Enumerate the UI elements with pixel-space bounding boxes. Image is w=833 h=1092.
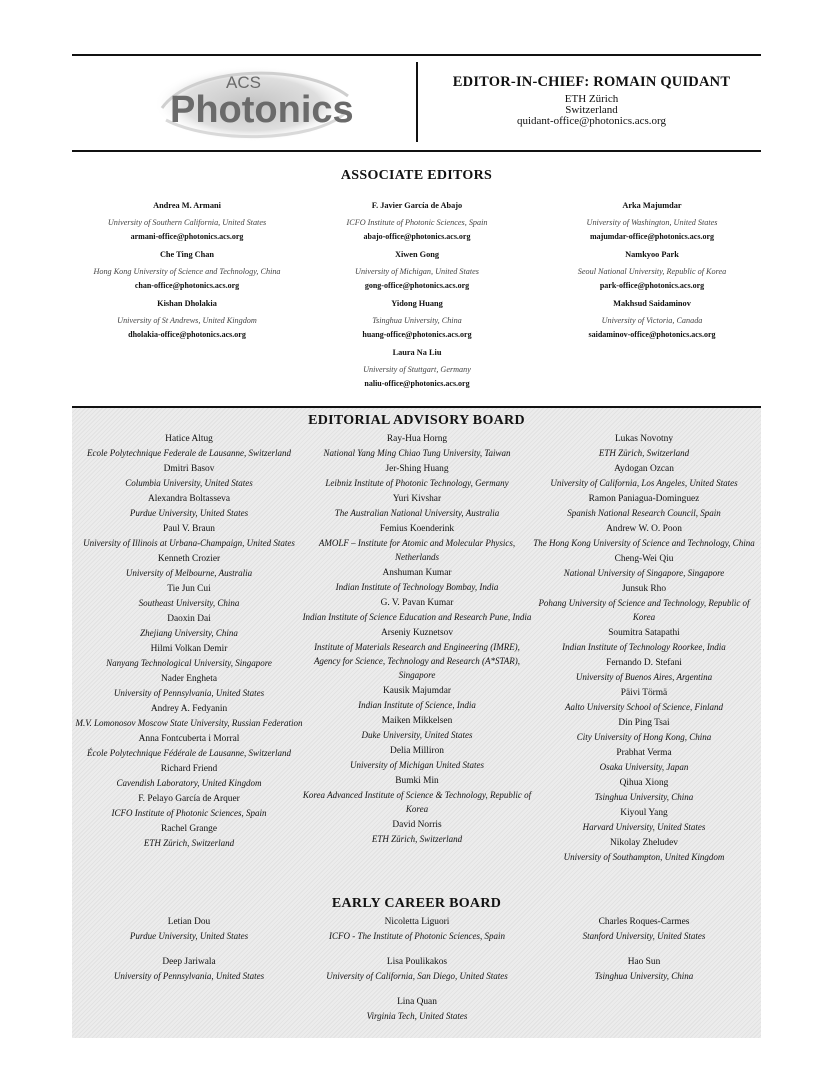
member-affiliation: Virginia Tech, United States — [366, 1011, 468, 1021]
member-name: Nader Engheta — [161, 674, 217, 684]
member-affiliation: The Australian National University, Australia — [334, 508, 500, 518]
member-name: Tie Jun Cui — [167, 584, 211, 594]
editor-name: Makhsud Saidaminov — [613, 299, 691, 308]
member-affiliation: Zhejiang University, China — [140, 628, 238, 638]
member-affiliation: Osaka University, Japan — [599, 762, 689, 772]
svg-text:ACS: ACS — [226, 73, 261, 92]
member-name: Daoxin Dai — [167, 614, 211, 624]
associate-column — [297, 200, 537, 396]
member-name: Soumitra Satapathi — [608, 628, 680, 638]
member-name: Nikolay Zheludev — [610, 838, 678, 848]
advisory-board-member — [527, 657, 761, 684]
member-affiliation: ETH Zürich, Switzerland — [598, 448, 690, 458]
member-affiliation: University of Michigan United States — [350, 760, 484, 770]
eic-institution: ETH Zürich — [564, 93, 619, 105]
svg-text:Photonics: Photonics — [170, 89, 354, 131]
member-name: Paul V. Braun — [163, 524, 215, 534]
editor-entry — [532, 200, 772, 242]
member-name: Junsuk Rho — [621, 584, 667, 594]
advisory-board-member — [527, 627, 761, 654]
member-affiliation: Aalto University School of Science, Finland — [565, 702, 723, 712]
member-name: Charles Roques-Carmes — [598, 917, 690, 927]
editor-email: dholakia-office@photonics.acs.org — [128, 330, 246, 339]
member-affiliation: Indian Institute of Technology Bombay, India — [335, 582, 499, 592]
editor-affiliation: University of Stuttgart, Germany — [363, 365, 471, 374]
member-name: Andrey A. Fedyanin — [150, 704, 228, 714]
member-affiliation: Nanyang Technological University, Singapore — [106, 658, 272, 668]
early-career-member — [300, 956, 534, 983]
member-affiliation: Indian Institute of Technology Roorkee, India — [562, 642, 726, 652]
editor-name: Laura Na Liu — [392, 348, 442, 357]
member-name: Anshuman Kumar — [382, 568, 452, 578]
member-affiliation: ICFO - The Institute of Photonic Sciences, Spain — [329, 931, 505, 941]
member-affiliation: University of California, San Diego, United States — [326, 971, 508, 981]
member-affiliation: Harvard University, United States — [582, 822, 706, 832]
advisory-board-member — [72, 763, 306, 790]
advisory-board-member — [527, 523, 761, 550]
advisory-board-member — [72, 493, 306, 520]
member-affiliation: University of Southampton, United Kingdom — [563, 852, 725, 862]
editor-name: Yidong Huang — [391, 299, 443, 308]
advisory-board-member — [527, 493, 761, 520]
member-affiliation: National Yang Ming Chiao Tung University, Taiwan — [323, 448, 511, 458]
advisory-board-member — [527, 717, 761, 744]
advisory-board-member — [527, 837, 761, 864]
advisory-board-member — [527, 687, 761, 714]
editor-email: armani-office@photonics.acs.org — [130, 232, 244, 241]
editor-affiliation: University of St Andrews, United Kingdom — [117, 316, 257, 325]
member-affiliation: Indian Institute of Science Education and Research Pune, India — [302, 612, 532, 622]
member-name: Delia Milliron — [390, 746, 444, 756]
member-name: Nicoletta Liguori — [384, 917, 450, 927]
member-affiliation: Stanford University, United States — [582, 931, 706, 941]
advisory-board-member — [300, 745, 534, 772]
member-affiliation: École Polytechnique Fédérale de Lausanne, Switzerland — [87, 748, 291, 758]
editor-entry — [532, 298, 772, 340]
member-affiliation: Spanish National Research Council, Spain — [567, 508, 721, 518]
associate-editors-list — [72, 200, 761, 410]
member-name: Andrew W. O. Poon — [606, 524, 682, 534]
editor-name: Arka Majumdar — [622, 201, 682, 210]
editor-entry — [67, 249, 307, 291]
member-name: Kenneth Crozier — [157, 554, 221, 564]
member-affiliation: University of Buenos Aires, Argentina — [575, 672, 713, 682]
member-name: G. V. Pavan Kumar — [380, 598, 454, 608]
member-name: Päivi Törmä — [620, 688, 668, 698]
editor-in-chief-block — [422, 74, 761, 127]
editor-entry — [67, 200, 307, 242]
editor-email: majumdar-office@photonics.acs.org — [589, 232, 714, 241]
editor-name: F. Javier García de Abajo — [371, 201, 463, 210]
member-name: Dmitri Basov — [163, 464, 215, 474]
advisory-board-column — [72, 433, 306, 853]
editor-email: chan-office@photonics.acs.org — [134, 281, 240, 290]
member-affiliation: Korea Advanced Institute of Science & Technology, Republic of Korea — [302, 790, 532, 814]
advisory-board-member — [300, 819, 534, 846]
member-name: Fernando D. Stefani — [606, 658, 682, 668]
member-affiliation: ETH Zürich, Switzerland — [371, 834, 463, 844]
member-name: Deep Jariwala — [162, 957, 216, 967]
advisory-board-member — [527, 807, 761, 834]
editor-name: Che Ting Chan — [159, 250, 215, 259]
board-section — [72, 408, 761, 1038]
associate-editors-section — [72, 168, 761, 388]
editor-entry — [67, 298, 307, 340]
member-name: Alexandra Boltasseva — [147, 494, 230, 504]
member-name: Din Ping Tsai — [618, 718, 670, 728]
advisory-board-member — [527, 583, 761, 624]
member-name: Aydogan Ozcan — [614, 464, 674, 474]
advisory-board-title: EDITORIAL ADVISORY BOARD — [308, 413, 525, 428]
advisory-board-member — [300, 597, 534, 624]
editor-name: Andrea M. Armani — [153, 201, 221, 210]
editor-email: huang-office@photonics.acs.org — [362, 330, 472, 339]
member-affiliation: Purdue University, United States — [129, 508, 249, 518]
member-affiliation: Indian Institute of Science, India — [358, 700, 476, 710]
editor-entry — [297, 200, 537, 242]
advisory-board-member — [300, 627, 534, 682]
member-affiliation: ICFO Institute of Photonic Sciences, Spain — [111, 808, 267, 818]
advisory-board-member — [300, 433, 534, 460]
member-name: Anna Fontcuberta i Morral — [138, 734, 240, 744]
editor-in-chief-title: EDITOR-IN-CHIEF: ROMAIN QUIDANT — [452, 74, 731, 90]
advisory-board-member — [72, 613, 306, 640]
member-name: Bumki Min — [395, 776, 439, 786]
header-divider — [416, 62, 418, 142]
advisory-board-member — [72, 703, 306, 730]
advisory-board-member — [72, 523, 306, 550]
advisory-board-member — [300, 715, 534, 742]
editor-affiliation: University of Southern California, United States — [107, 218, 267, 227]
member-affiliation: Ecole Polytechnique Federale de Lausanne, Switzerland — [87, 448, 291, 458]
editor-email: naliu-office@photonics.acs.org — [364, 379, 470, 388]
member-affiliation: National University of Singapore, Singapore — [563, 568, 725, 578]
early-career-member — [300, 996, 534, 1023]
early-career-board-title: EARLY CAREER BOARD — [331, 896, 502, 911]
member-name: Femius Koenderink — [379, 524, 455, 534]
editor-name: Kishan Dholakia — [157, 299, 217, 308]
advisory-board-member — [72, 463, 306, 490]
editor-entry — [532, 249, 772, 291]
editor-entry — [297, 298, 537, 340]
editor-email: saidaminov-office@photonics.acs.org — [588, 330, 716, 339]
member-name: Arseniy Kuznetsov — [380, 628, 454, 638]
early-career-column — [527, 916, 761, 996]
member-name: Letian Dou — [167, 917, 211, 927]
editor-entry — [297, 249, 537, 291]
member-name: Rachel Grange — [161, 824, 217, 834]
member-affiliation: Institute of Materials Research and Engineering (IMRE), Agency for Science, Technology and Research (A*STAR), Singapore — [313, 642, 521, 680]
member-name: Jer-Shing Huang — [385, 464, 449, 474]
advisory-board-member — [300, 493, 534, 520]
member-affiliation: Cavendish Laboratory, United Kingdom — [116, 778, 262, 788]
member-affiliation: University of Pennsylvania, United States — [113, 688, 265, 698]
member-name: Richard Friend — [160, 764, 218, 774]
member-affiliation: Pohang University of Science and Technology, Republic of Korea — [538, 598, 750, 622]
member-affiliation: Southeast University, China — [138, 598, 240, 608]
member-affiliation: The Hong Kong University of Science and Technology, China — [533, 538, 755, 548]
advisory-board-member — [300, 685, 534, 712]
early-career-member — [527, 916, 761, 943]
member-name: Lisa Poulikakos — [386, 957, 448, 967]
member-affiliation: University of Melbourne, Australia — [125, 568, 253, 578]
eic-email: quidant-office@photonics.acs.org — [516, 115, 667, 127]
member-affiliation: Duke University, United States — [361, 730, 473, 740]
editor-entry — [297, 347, 537, 389]
advisory-board-member — [72, 583, 306, 610]
advisory-board-column — [527, 433, 761, 867]
advisory-board-member — [527, 433, 761, 460]
member-affiliation: Leibniz Institute of Photonic Technology, Germany — [325, 478, 509, 488]
member-affiliation: City University of Hong Kong, China — [576, 732, 712, 742]
member-name: Cheng-Wei Qiu — [614, 554, 674, 564]
associate-column — [67, 200, 307, 347]
section-title: ASSOCIATE EDITORS — [340, 168, 493, 183]
editor-affiliation: University of Washington, United States — [586, 218, 718, 227]
member-name: Ray-Hua Horng — [386, 434, 448, 444]
member-affiliation: M.V. Lomonosov Moscow State University, Russian Federation — [75, 718, 303, 728]
acs-photonics-logo — [152, 60, 357, 144]
advisory-board-member — [527, 777, 761, 804]
early-career-column — [300, 916, 534, 1036]
member-affiliation: University of Illinois at Urbana-Champaign, United States — [83, 538, 295, 548]
editor-email: park-office@photonics.acs.org — [599, 281, 705, 290]
advisory-board-member — [72, 553, 306, 580]
editor-affiliation: University of Victoria, Canada — [601, 316, 703, 325]
editor-email: gong-office@photonics.acs.org — [364, 281, 470, 290]
member-name: Kiyoul Yang — [620, 808, 668, 818]
advisory-board-column — [300, 433, 534, 849]
editor-affiliation: ICFO Institute of Photonic Sciences, Spain — [346, 218, 488, 227]
member-affiliation: University of Pennsylvania, United States — [113, 971, 265, 981]
member-name: Lukas Novotny — [614, 434, 674, 444]
member-name: David Norris — [392, 820, 442, 830]
editor-affiliation: Tsinghua University, China — [372, 316, 462, 325]
advisory-board-member — [527, 463, 761, 490]
early-career-column — [72, 916, 306, 996]
editor-affiliation: University of Michigan, United States — [355, 267, 479, 276]
member-affiliation: ETH Zürich, Switzerland — [143, 838, 235, 848]
header-bottom-rule — [72, 150, 761, 152]
advisory-board-member — [527, 747, 761, 774]
member-name: Qihua Xiong — [619, 778, 669, 788]
member-name: Hilmi Volkan Demir — [150, 644, 228, 654]
member-affiliation: Tsinghua University, China — [594, 971, 694, 981]
advisory-board-member — [527, 553, 761, 580]
advisory-board-member — [72, 733, 306, 760]
advisory-board-member — [72, 793, 306, 820]
member-affiliation: AMOLF – Institute for Atomic and Molecular Physics, Netherlands — [318, 538, 516, 562]
advisory-board-member — [72, 433, 306, 460]
editor-affiliation: Hong Kong University of Science and Technology, China — [93, 267, 281, 276]
advisory-board-member — [300, 775, 534, 816]
associate-column — [532, 200, 772, 347]
advisory-board-member — [72, 823, 306, 850]
editor-email: abajo-office@photonics.acs.org — [363, 232, 471, 241]
member-name: Lina Quan — [397, 997, 437, 1007]
editor-name: Xiwen Gong — [394, 250, 440, 259]
early-career-member — [300, 916, 534, 943]
advisory-board-member — [72, 673, 306, 700]
member-name: Prabhat Verma — [616, 748, 672, 758]
member-name: Yuri Kivshar — [392, 494, 442, 504]
early-career-member — [527, 956, 761, 983]
early-career-member — [72, 916, 306, 943]
member-affiliation: Tsinghua University, China — [594, 792, 694, 802]
member-affiliation: Columbia University, United States — [125, 478, 253, 488]
early-career-member — [72, 956, 306, 983]
editor-name: Namkyoo Park — [625, 250, 679, 259]
member-affiliation: Purdue University, United States — [129, 931, 249, 941]
member-affiliation: University of California, Los Angeles, United States — [550, 478, 738, 488]
masthead — [72, 56, 761, 150]
member-name: Maiken Mikkelsen — [381, 716, 453, 726]
member-name: Ramon Paniagua-Dominguez — [588, 494, 700, 504]
member-name: Hatice Altug — [165, 434, 213, 444]
advisory-board-member — [72, 643, 306, 670]
advisory-board-member — [300, 567, 534, 594]
editor-affiliation: Seoul National University, Republic of Korea — [577, 267, 727, 276]
member-name: Kausik Majumdar — [383, 686, 451, 696]
member-name: Hao Sun — [627, 957, 661, 967]
eic-country: Switzerland — [565, 104, 618, 116]
member-name: F. Pelayo García de Arquer — [138, 794, 240, 804]
advisory-board-member — [300, 463, 534, 490]
advisory-board-member — [300, 523, 534, 564]
